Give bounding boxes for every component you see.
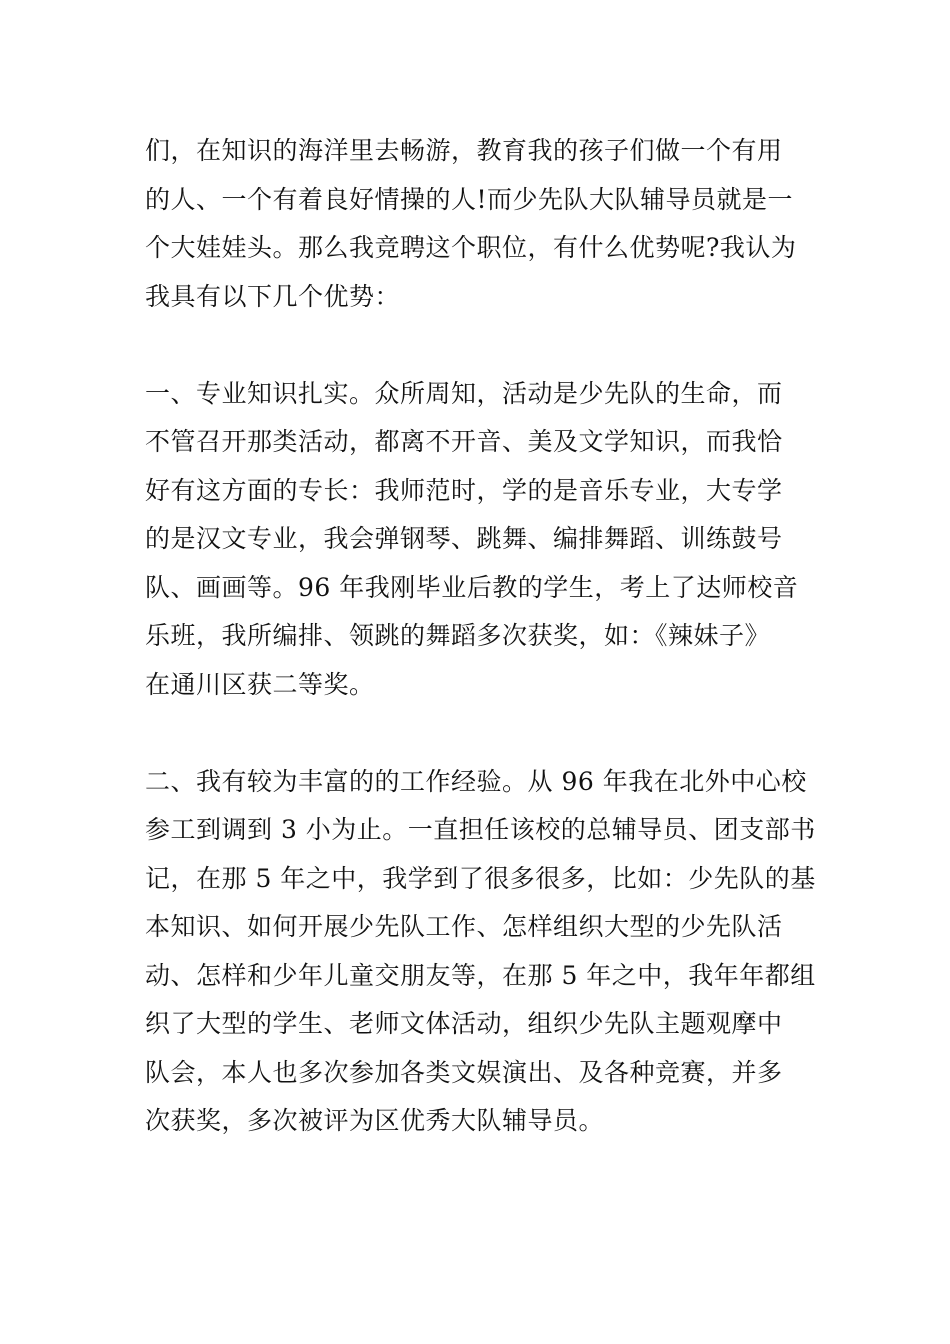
paragraph-intro xyxy=(145,127,810,321)
text-line: 的人、一个有着良好情操的人!而少先队大队辅导员就是一 xyxy=(145,184,794,214)
text-line: 一、专业知识扎实。众所周知，活动是少先队的生命，而 xyxy=(145,378,783,408)
text-line: 参工到调到 3 小为止。一直担任该校的总辅导员、团支部书 xyxy=(145,815,816,844)
text-line: 我具有以下几个优势： xyxy=(145,281,401,311)
text-line: 动、怎样和少年儿童交朋友等，在那 5 年之中，我年年都组 xyxy=(145,960,816,990)
text-line: 乐班，我所编排、领跳的舞蹈多次获奖，如：《辣妹子》 xyxy=(145,621,771,650)
text-line: 不管召开那类活动，都离不开音、美及文学知识，而我恰 xyxy=(145,427,783,456)
text-line: 记，在那 5 年之中，我学到了很多很多，比如：少先队的基 xyxy=(145,863,816,893)
text-line: 队会，本人也多次参加各类文娱演出、及各种竞赛，并多 xyxy=(145,1057,783,1087)
text-line: 的是汉文专业，我会弹钢琴、跳舞、编排舞蹈、训练鼓号 xyxy=(145,524,783,553)
text-line: 织了大型的学生、老师文体活动，组织少先队主题观摩中 xyxy=(145,1009,783,1038)
paragraph-spacer xyxy=(145,709,810,758)
text-line: 队、画画等。96 年我刚毕业后教的学生，考上了达师校音 xyxy=(145,572,799,602)
text-line: 个大娃娃头。那么我竞聘这个职位，有什么优势呢?我认为 xyxy=(145,233,797,262)
document-body xyxy=(145,127,816,1146)
paragraph-spacer xyxy=(145,321,810,370)
text-line: 二、我有较为丰富的的工作经验。从 96 年我在北外中心校 xyxy=(145,766,807,796)
paragraph-advantage-two xyxy=(145,758,816,1146)
text-line: 们，在知识的海洋里去畅游，教育我的孩子们做一个有用 xyxy=(145,136,783,165)
text-line: 在通川区获二等奖。 xyxy=(145,669,375,699)
text-line: 本知识、如何开展少先队工作、怎样组织大型的少先队活 xyxy=(145,912,783,941)
text-line: 好有这方面的专长：我师范时，学的是音乐专业，大专学 xyxy=(145,475,783,505)
text-line: 次获奖，多次被评为区优秀大队辅导员。 xyxy=(145,1106,605,1135)
paragraph-advantage-one xyxy=(145,370,810,710)
